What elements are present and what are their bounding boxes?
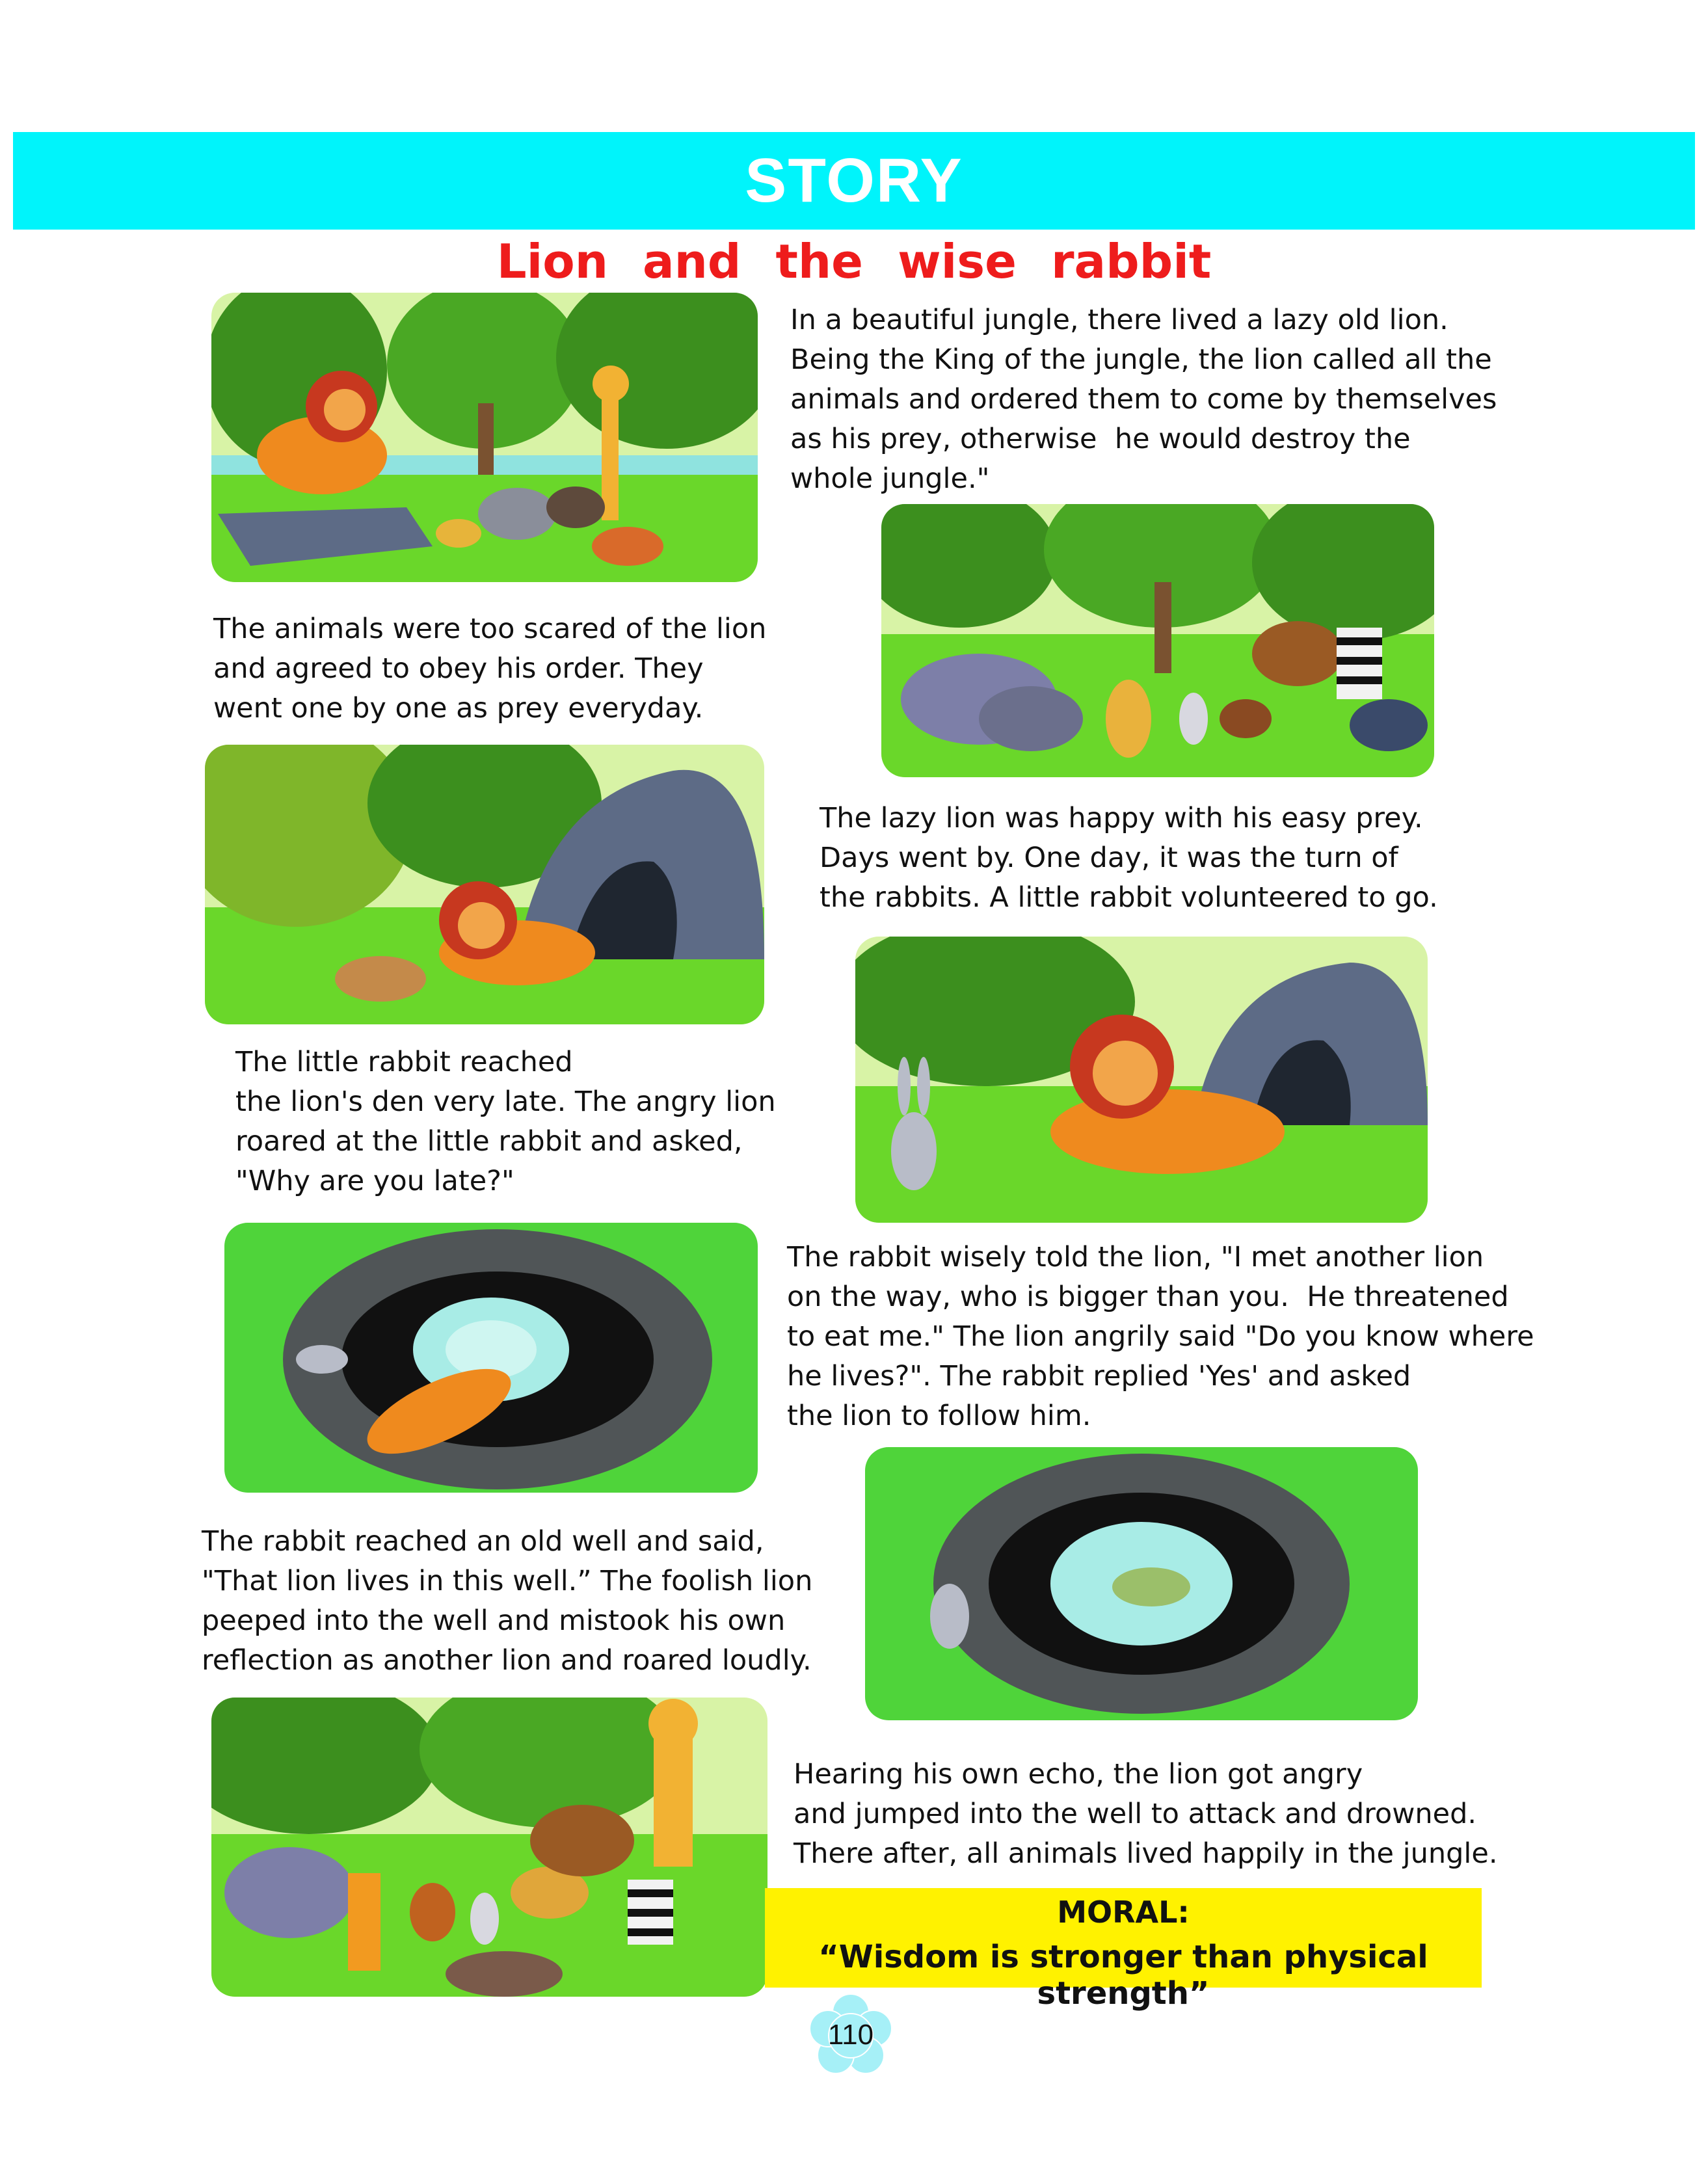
story-paragraph-2: The animals were too scared of the lion and agreed to obey his order. They went one by one as prey everyday. bbox=[213, 613, 767, 725]
page-number: 110 bbox=[827, 2019, 874, 2051]
moral-box bbox=[765, 1888, 1482, 2012]
moral-label: MORAL: bbox=[1057, 1895, 1190, 1930]
animals-celebrating-illustration bbox=[211, 1698, 767, 1997]
lion-on-rock-illustration bbox=[211, 293, 758, 582]
story-paragraph-7: Hearing his own echo, the lion got angry and jumped into the well to attack and drowned. There after, all animals lived happily in the jungle. bbox=[794, 1758, 1498, 1870]
rabbit-meets-lion-illustration bbox=[855, 937, 1428, 1223]
banner-title: STORY bbox=[745, 146, 963, 215]
lion-at-well-illustration bbox=[224, 1223, 758, 1493]
story-paragraph-5: The rabbit wisely told the lion, "I met another lion on the way, who is bigger than you. He threatened to eat me." The lion angrily said "Do you know where he lives?". The rabbit replied 'Yes' and asked the lion to follow him. bbox=[787, 1241, 1534, 1432]
animals-gathering-illustration bbox=[881, 504, 1434, 777]
lion-eating-prey-illustration bbox=[205, 745, 764, 1024]
lion-drowning-illustration bbox=[865, 1447, 1418, 1720]
story-paragraph-3: The lazy lion was happy with his easy prey. Days went by. One day, it was the turn of the rabbits. A little rabbit volunteered to go. bbox=[820, 802, 1438, 914]
moral-text: “Wisdom is stronger than physical strength” bbox=[818, 1939, 1428, 2012]
story-paragraph-6: The rabbit reached an old well and said, "That lion lives in this well.” The foolish lion peeped into the well and mistook his own reflection as another lion and roared loudly. bbox=[202, 1525, 813, 1677]
story-paragraph-4: The little rabbit reached the lion's den very late. The angry lion roared at the little rabbit and asked, "Why are you late?" bbox=[235, 1046, 776, 1197]
story-banner bbox=[13, 132, 1695, 230]
story-paragraph-1: In a beautiful jungle, there lived a lazy old lion. Being the King of the jungle, the lion called all the animals and ordered them to come by themselves as his prey, otherwise he would destroy the whole jungle." bbox=[790, 304, 1497, 495]
story-title: Lion and the wise rabbit bbox=[496, 234, 1212, 289]
